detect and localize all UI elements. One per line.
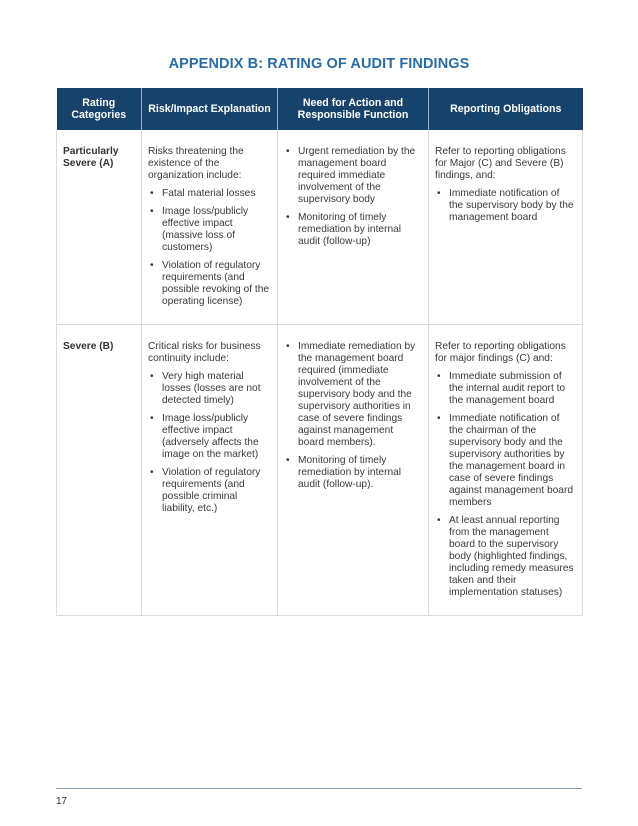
risk-intro: Risks threatening the existence of the organization include: xyxy=(148,146,244,181)
reporting-intro: Refer to reporting obligations for major findings (C) and: xyxy=(435,341,566,364)
risk-cell xyxy=(142,130,278,325)
risk-intro: Critical risks for business continuity include: xyxy=(148,341,261,364)
list-item: • Violation of regulatory requirements (and possible revoking of the operating license) xyxy=(148,260,271,308)
category-cell xyxy=(57,325,142,616)
list-item: • Image loss/publicly effective impact (massive loss of customers) xyxy=(148,206,271,254)
header-risk-impact: Risk/Impact Explanation xyxy=(142,88,278,130)
reporting-list xyxy=(435,371,576,599)
list-item: • Immediate submission of the internal audit report to the management board xyxy=(435,371,576,407)
header-rating-categories: Rating Categories xyxy=(57,88,142,130)
risk-list xyxy=(148,371,271,515)
action-cell xyxy=(278,130,429,325)
list-item: • Image loss/publicly effective impact (adversely affects the image on the market) xyxy=(148,413,271,461)
action-cell xyxy=(278,325,429,616)
reporting-cell xyxy=(429,325,583,616)
list-item: • Monitoring of timely remediation by internal audit (follow-up) xyxy=(284,212,422,248)
reporting-cell xyxy=(429,130,583,325)
table-row xyxy=(57,130,583,325)
action-list xyxy=(284,341,422,491)
table-row xyxy=(57,325,583,616)
list-item: • Immediate notification of the chairman of the supervisory body and the supervisory authorities by the management board in case of severe findings against management board members xyxy=(435,413,576,509)
list-item: • Violation of regulatory requirements (and possible criminal liability, etc.) xyxy=(148,467,271,515)
header-need-for-action: Need for Action and Responsible Function xyxy=(278,88,429,130)
footer-divider xyxy=(56,788,582,789)
action-list xyxy=(284,146,422,248)
list-item: • Immediate remediation by the management board required (immediate involvement of the supervisory body and the supervisory authorities in case of severe findings against management board members). xyxy=(284,341,422,449)
table-header-row xyxy=(57,88,583,130)
category-label: Particularly Severe (A) xyxy=(63,146,119,169)
category-cell xyxy=(57,130,142,325)
list-item: • Urgent remediation by the management board required immediate involvement of the supervisory body xyxy=(284,146,422,206)
list-item: • Fatal material losses xyxy=(148,188,271,200)
header-reporting-obligations: Reporting Obligations xyxy=(429,88,583,130)
risk-cell xyxy=(142,325,278,616)
list-item: • Immediate notification of the supervisory body by the management board xyxy=(435,188,576,224)
list-item: • Monitoring of timely remediation by internal audit (follow-up). xyxy=(284,455,422,491)
audit-findings-table xyxy=(56,88,583,616)
risk-list xyxy=(148,188,271,308)
reporting-list xyxy=(435,188,576,224)
list-item: • At least annual reporting from the management board to the supervisory body (highlighted findings, including remedy measures taken and their implementation statuses) xyxy=(435,515,576,599)
category-label: Severe (B) xyxy=(63,341,114,352)
page-number: 17 xyxy=(56,796,68,807)
list-item: • Very high material losses (losses are not detected timely) xyxy=(148,371,271,407)
reporting-intro: Refer to reporting obligations for Major (C) and Severe (B) findings, and: xyxy=(435,146,566,181)
page-title: APPENDIX B: RATING OF AUDIT FINDINGS xyxy=(168,56,470,72)
